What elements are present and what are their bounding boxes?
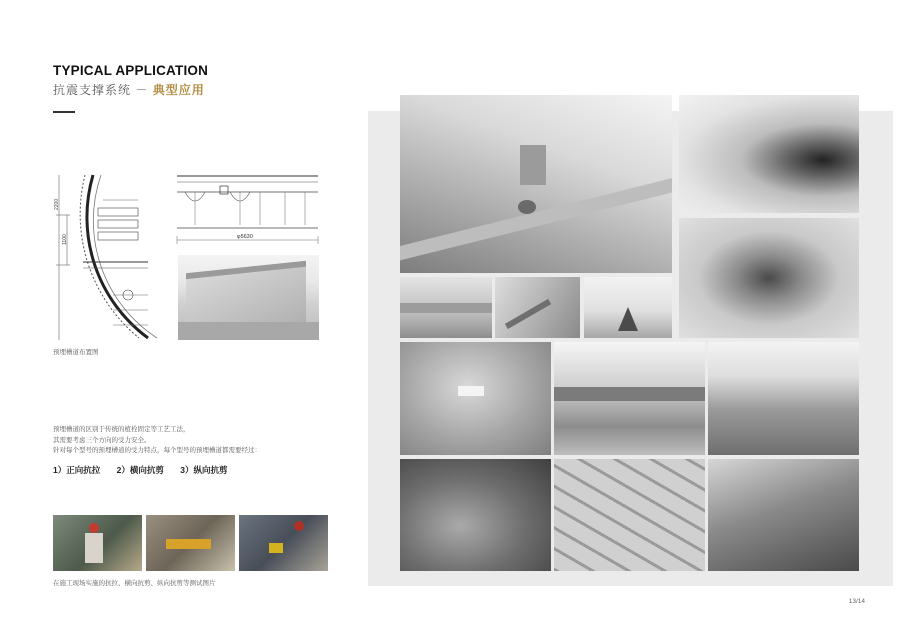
test-photo-longitudinal [239,515,328,571]
photo-segment-channels [554,342,705,455]
body-line-3: 针对每个型号的预埋槽道的受力特点，每个型号的预埋槽道都需要经过： [53,447,261,454]
test-photo-tension [53,515,142,571]
force-lateral-shear: 2）横向抗剪 [116,465,164,475]
precast-channel-photo [178,255,319,340]
photo-factory-segments [708,342,859,455]
force-longitudinal-shear: 3）纵向抗剪 [180,465,228,475]
page-number: 13/14 [848,598,865,605]
photo-mold-steel [400,459,551,571]
photo-factory-workers [708,459,859,571]
photo-rebar-cage [554,459,705,571]
photo-channel-detail-1 [400,277,492,338]
dim-diameter: φ5630 [237,234,253,240]
body-line-1: 预埋槽道的区别于传统的植栓固定等工艺工法， [53,426,190,433]
force-tension: 1）正向抗拉 [53,465,101,475]
dim-vertical-2: 1100 [62,234,68,245]
photo-tunnel-channels [679,218,859,338]
test-photo-lateral [146,515,235,571]
photo-concrete-surface [400,342,551,455]
page-title: TYPICAL APPLICATION [53,63,209,78]
subtitle-main: 抗震支撑系统 － [53,83,149,97]
force-list [53,464,241,476]
photo-tunnel-bracket-closeup [400,95,672,273]
drawing-caption: 预埋槽道布置图 [53,349,99,356]
body-line-2: 其需要考虑三个方向的受力安全。 [53,436,151,444]
photo-channel-detail-2 [495,277,580,338]
photo-anchor-test [584,277,672,338]
tunnel-section-drawing [53,170,165,340]
title-divider [53,111,75,113]
test-photos-caption: 在施工现场实施的抗拉、横向抗剪、纵向抗剪等测试图片 [53,580,216,587]
body-text [53,425,353,457]
photo-tunnel-interior [679,95,859,213]
subtitle-accent: 典型应用 [152,83,205,97]
dim-vertical-1: 2200 [54,198,60,210]
page-subtitle [53,81,205,98]
